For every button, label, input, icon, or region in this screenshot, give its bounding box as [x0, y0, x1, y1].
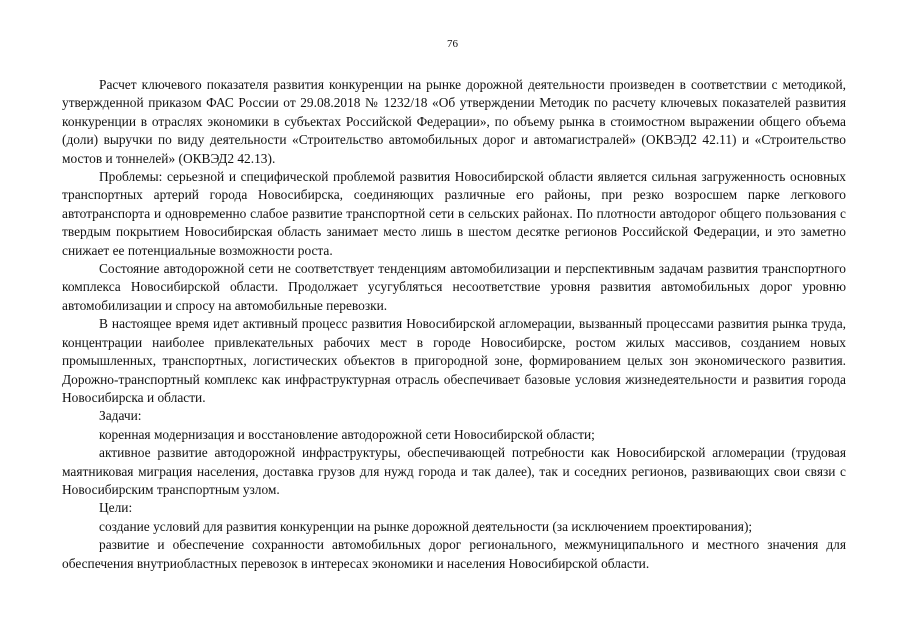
- paragraph-agglomeration: В настоящее время идет активный процесс развития Новосибирской агломерации, вызванный процессами развития рынка труда, концентрации наиболее привлекательных рабочих мест в городе Новосибирске, ростом жилых массивов, созданием новых промышленных, транспортных, логистических объектов в пригородной зоне, формированием целых зон экономического развития. Дорожно-транспортный комплекс как инфраструктурная отрасль обеспечивает базовые условия жизнедеятельности и развития города Новосибирска и области.: [62, 316, 846, 405]
- page-number: 76: [447, 38, 458, 50]
- goal-item-road-preservation: развитие и обеспечение сохранности автомобильных дорог регионального, межмуниципального и местного значения для обеспечения внутриобластных перевозок в интересах экономики и населения Новосибирской области.: [62, 537, 846, 571]
- paragraph-problems: Проблемы: серьезной и специфической проблемой развития Новосибирской области является сильная загруженность основных транспортных артерий города Новосибирска, соединяющих различные его районы, при резко возросшем парке легкового автотранспорта и одновременно слабое развитие транспортной сети в сельских районах. По плотности автодорог общего пользования с твердым покрытием Новосибирская область занимает место лишь в шестом десятке регионов Российской Федерации, и это заметно снижает ее потенциальные возможности роста.: [62, 169, 846, 258]
- paragraph-road-network-state: Состояние автодорожной сети не соответствует тенденциям автомобилизации и перспективным задачам развития транспортного комплекса Новосибирской области. Продолжает усугубляться несоответствие уровня развития автомобильных дорог уровню автомобилизации и спросу на автомобильные перевозки.: [62, 261, 846, 313]
- goals-heading: Цели:: [99, 500, 133, 516]
- task-item-infrastructure: активное развитие автодорожной инфраструктуры, обеспечивающей потребности как Новосибирской агломерации (трудовая маятниковая миграция населения, доставка грузов для нужд города и так далее), так и соседних регионов, развивающих свои связи с Новосибирским транспортным узлом.: [62, 445, 846, 497]
- tasks-heading: Задачи:: [99, 408, 142, 424]
- task-item-modernization: коренная модернизация и восстановление автодорожной сети Новосибирской области;: [99, 426, 595, 442]
- goal-item-competition: создание условий для развития конкуренции на рынке дорожной деятельности (за исключением проектирования);: [99, 518, 753, 534]
- document-body: [62, 76, 846, 573]
- paragraph-methodology: Расчет ключевого показателя развития конкуренции на рынке дорожной деятельности произведен в соответствии с методикой, утвержденной приказом ФАС России от 29.08.2018 № 1232/18 «Об утверждении Методик по расчету ключевых показателей развития конкуренции в отраслях экономики в субъектах Российской Федерации», по объему рынка в стоимостном выражении общего объема (доли) выручки по виду деятельности «Строительство автомобильных дорог и автомагистралей» (ОКВЭД2 42.11) и «Строительство мостов и тоннелей» (ОКВЭД2 42.13).: [62, 77, 846, 166]
